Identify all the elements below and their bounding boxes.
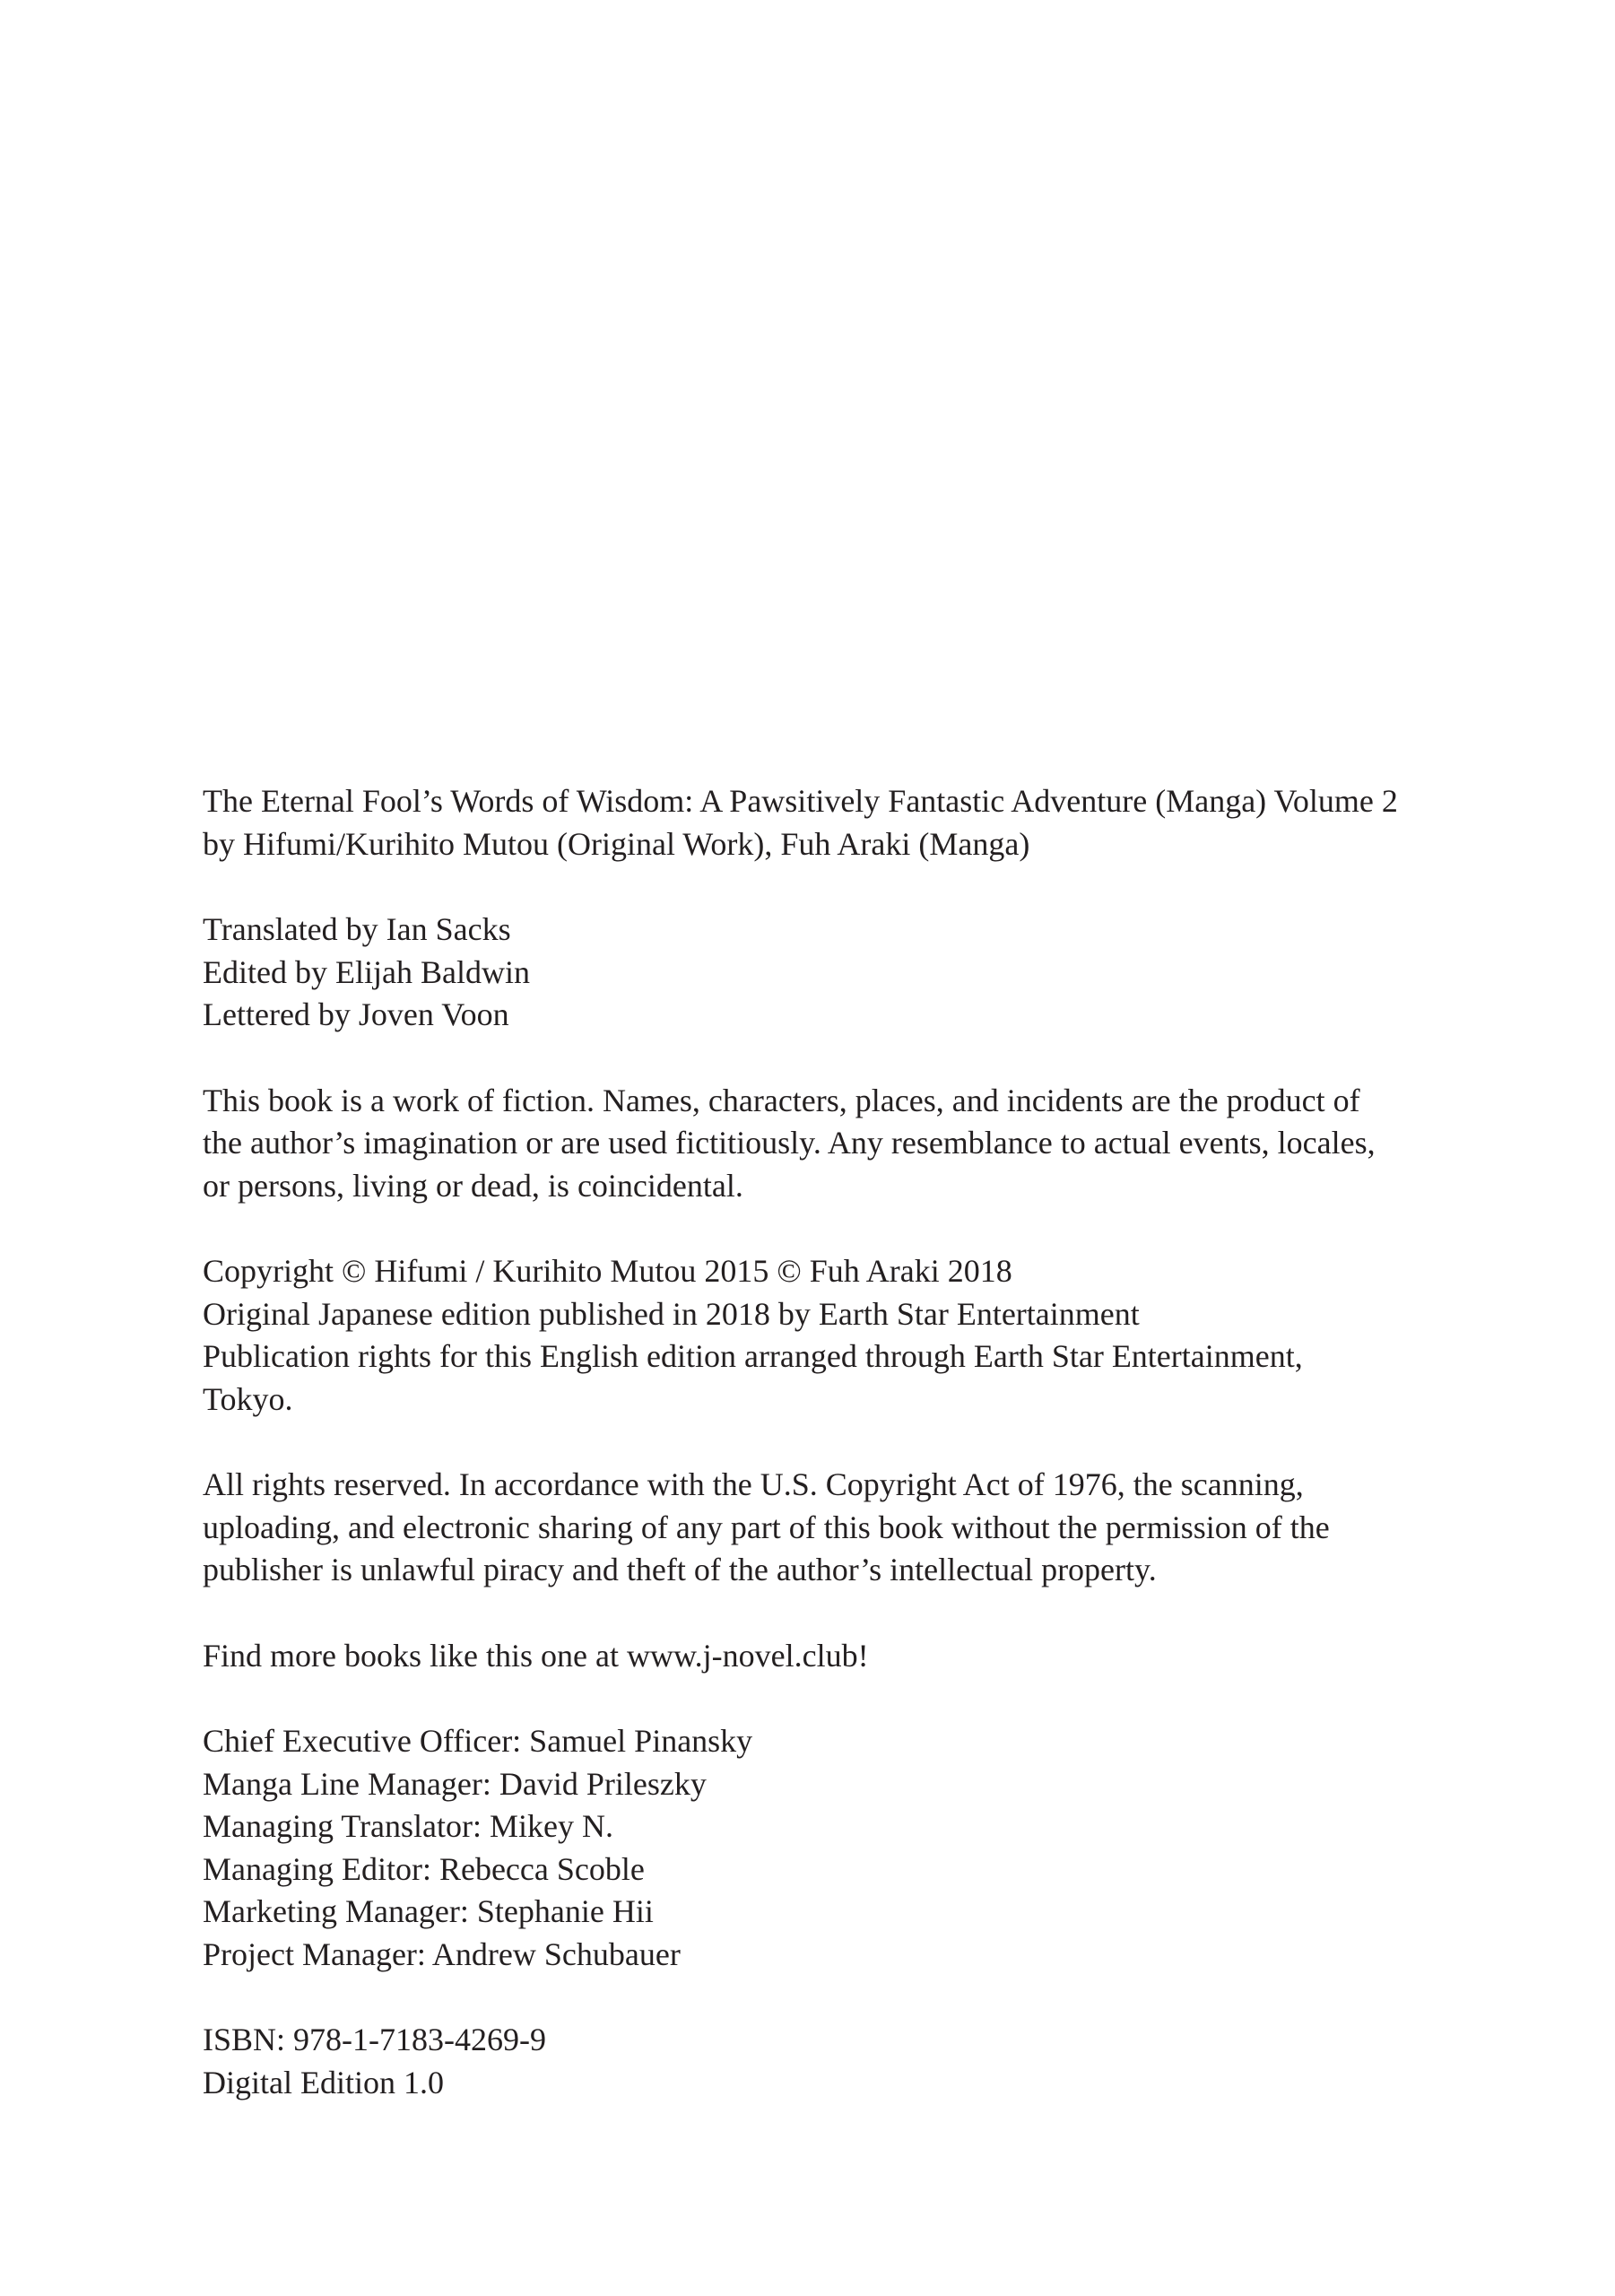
- company-staff-line: Project Manager: Andrew Schubauer: [203, 1935, 681, 1972]
- copyright-paragraph: [203, 1250, 1548, 1421]
- copyright-line: Original Japanese edition published in 2018 by Earth Star Entertainment: [203, 1295, 1140, 1332]
- rights-notice-paragraph: [203, 1464, 1548, 1592]
- letterer-credit: Lettered by Joven Voon: [203, 996, 509, 1032]
- company-staff-line: Manga Line Manager: David Prileszky: [203, 1765, 707, 1802]
- company-staff-line: Managing Translator: Mikey N.: [203, 1808, 613, 1844]
- company-staff-line: Managing Editor: Rebecca Scoble: [203, 1850, 645, 1887]
- fiction-notice-line: This book is a work of fiction. Names, characters, places, and incidents are the product of: [203, 1082, 1360, 1118]
- fiction-notice-line: the author’s imagination or are used fictitiously. Any resemblance to actual events, locales,: [203, 1125, 1376, 1161]
- edition-info-paragraph: [203, 2019, 1548, 2104]
- find-more-text: Find more books like this one at www.j-novel.club!: [203, 1637, 869, 1674]
- find-more-paragraph: [203, 1635, 1548, 1678]
- book-title: The Eternal Fool’s Words of Wisdom: A Pawsitively Fantastic Adventure (Manga) Volume 2: [203, 783, 1398, 819]
- rights-notice-line: publisher is unlawful piracy and theft of the author’s intellectual property.: [203, 1552, 1157, 1587]
- staff-credits-paragraph: [203, 909, 1548, 1037]
- translator-credit: Translated by Ian Sacks: [203, 911, 511, 947]
- author-byline: by Hifumi/Kurihito Mutou (Original Work), Fuh Araki (Manga): [203, 825, 1030, 862]
- title-paragraph: [203, 780, 1548, 865]
- rights-notice-line: uploading, and electronic sharing of any part of this book without the permission of the: [203, 1509, 1330, 1545]
- edition-label: Digital Edition 1.0: [203, 2064, 444, 2100]
- copyright-line: Publication rights for this English edition arranged through Earth Star Entertainment,: [203, 1338, 1303, 1374]
- editor-credit: Edited by Elijah Baldwin: [203, 953, 530, 990]
- copyright-line: Tokyo.: [203, 1380, 293, 1417]
- fiction-notice-paragraph: [203, 1080, 1548, 1208]
- fiction-notice-line: or persons, living or dead, is coincidental.: [203, 1167, 743, 1204]
- company-staff-line: Marketing Manager: Stephanie Hii: [203, 1893, 654, 1929]
- credits-block: [203, 780, 1548, 2104]
- rights-notice-line: All rights reserved. In accordance with the U.S. Copyright Act of 1976, the scanning,: [203, 1466, 1304, 1502]
- company-staff-paragraph: [203, 1720, 1548, 1976]
- copyright-line: Copyright © Hifumi / Kurihito Mutou 2015 © Fuh Araki 2018: [203, 1253, 1012, 1289]
- isbn: ISBN: 978-1-7183-4269-9: [203, 2022, 546, 2057]
- company-staff-line: Chief Executive Officer: Samuel Pinansky: [203, 1723, 753, 1759]
